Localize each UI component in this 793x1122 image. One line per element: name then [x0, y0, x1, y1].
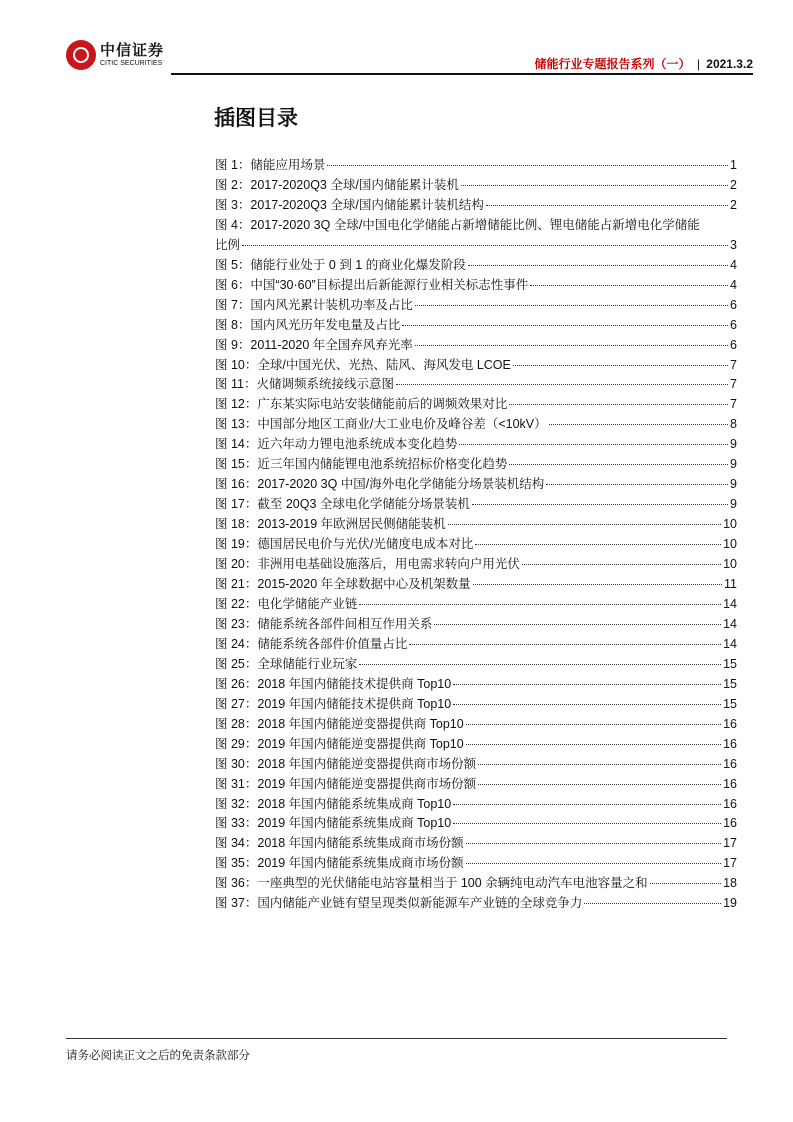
toc-label: 图 28：2018 年国内储能逆变器提供商 Top10	[215, 716, 464, 731]
toc-label: 图 35：2019 年国内储能系统集成商市场份额	[215, 856, 464, 871]
toc-page-number: 8	[730, 417, 737, 432]
toc-leader-dots	[461, 185, 728, 186]
toc-leader-dots	[453, 823, 721, 824]
toc-label: 图 29：2019 年国内储能逆变器提供商 Top10	[215, 736, 464, 751]
toc-page-number: 14	[723, 596, 737, 611]
toc-entry[interactable]	[215, 834, 737, 854]
toc-entry[interactable]	[215, 854, 737, 874]
toc-page-number: 16	[723, 816, 737, 831]
toc-page-number: 11	[724, 577, 737, 592]
toc-entry[interactable]	[215, 375, 737, 395]
toc-label: 图 14：近六年动力锂电池系统成本变化趋势	[215, 437, 458, 452]
toc-page-number: 16	[723, 776, 737, 791]
toc-page-number: 16	[723, 736, 737, 751]
toc-entry[interactable]	[215, 296, 737, 316]
toc-entry[interactable]	[215, 795, 737, 815]
toc-leader-dots	[513, 365, 728, 366]
toc-page-number: 2	[730, 177, 737, 192]
toc-page-number: 3	[730, 237, 737, 252]
citic-logo	[66, 40, 164, 70]
toc-entry[interactable]	[215, 715, 737, 735]
toc-page-number: 15	[723, 656, 737, 671]
toc-label: 图 19：德国居民电价与光伏/光储度电成本对比	[215, 537, 474, 552]
toc-entry[interactable]	[215, 575, 737, 595]
toc-page-number: 10	[723, 517, 737, 532]
toc-entry[interactable]	[215, 176, 737, 196]
toc-page-number: 16	[723, 796, 737, 811]
toc-leader-dots	[478, 764, 721, 765]
toc-label: 图 25：全球储能行业玩家	[215, 656, 358, 671]
toc-page-number: 7	[730, 357, 737, 372]
footer-disclaimer: 请务必阅读正文之后的免责条款部分	[66, 1050, 250, 1062]
logo-cn: 中信证券	[100, 42, 165, 59]
toc-leader-dots	[530, 285, 728, 286]
toc-label: 图 6：中国“30·60”目标提出后新能源行业相关标志性事件	[215, 277, 529, 292]
toc-leader-dots	[546, 484, 728, 485]
toc-leader-dots	[478, 784, 721, 785]
toc-entry[interactable]	[215, 455, 737, 475]
toc-entry[interactable]	[215, 775, 737, 795]
toc-page-number: 9	[730, 497, 737, 512]
toc-label: 图 26：2018 年国内储能技术提供商 Top10	[215, 676, 452, 691]
toc-label: 图 7：国内风光累计装机功率及占比	[215, 297, 413, 312]
toc-entry[interactable]	[215, 814, 737, 834]
toc-leader-dots	[359, 604, 721, 605]
toc-entry[interactable]	[215, 735, 737, 755]
toc-leader-dots	[459, 444, 728, 445]
toc-entry[interactable]	[215, 635, 737, 655]
toc-entry[interactable]	[215, 595, 737, 615]
toc-page-number: 19	[723, 896, 737, 911]
toc-label: 图 24：储能系统各部件价值量占比	[215, 636, 408, 651]
toc-entry[interactable]	[215, 495, 737, 515]
figure-list	[215, 156, 737, 914]
toc-page-number: 14	[723, 636, 737, 651]
toc-leader-dots	[472, 504, 728, 505]
toc-entry[interactable]	[215, 695, 737, 715]
toc-page-number: 15	[723, 676, 737, 691]
toc-label: 图 27：2019 年国内储能技术提供商 Top10	[215, 696, 452, 711]
toc-entry[interactable]	[215, 555, 737, 575]
toc-leader-dots	[327, 165, 728, 166]
toc-leader-dots	[509, 404, 728, 405]
toc-page-number: 10	[723, 537, 737, 552]
footer-rule	[66, 1038, 727, 1039]
toc-label: 图 18：2013-2019 年欧洲居民侧储能装机	[215, 517, 446, 532]
toc-leader-dots	[509, 464, 728, 465]
toc-entry[interactable]	[215, 615, 737, 635]
toc-leader-dots	[473, 584, 722, 585]
toc-label: 图 22：电化学储能产业链	[215, 596, 358, 611]
toc-label: 图 1：储能应用场景	[215, 158, 326, 172]
toc-label: 图 8：国内风光历年发电量及占比	[215, 317, 401, 332]
header-info	[534, 55, 753, 72]
toc-leader-dots	[415, 305, 728, 306]
toc-page-number: 1	[730, 158, 737, 172]
toc-leader-dots	[466, 843, 721, 844]
toc-entry[interactable]	[215, 395, 737, 415]
toc-leader-dots	[434, 624, 721, 625]
toc-leader-dots	[486, 205, 728, 206]
toc-entry[interactable]	[215, 316, 737, 336]
toc-entry[interactable]	[215, 475, 737, 495]
toc-leader-dots	[584, 903, 721, 904]
citic-logo-icon	[66, 40, 96, 70]
toc-page-number: 4	[730, 257, 737, 272]
toc-page-number: 16	[723, 716, 737, 731]
toc-page-number: 18	[723, 876, 737, 891]
toc-leader-dots	[448, 524, 721, 525]
toc-page-number: 4	[730, 277, 737, 292]
toc-label: 图 13：中国部分地区工商业/大工业电价及峰谷差（<10kV）	[215, 417, 547, 432]
toc-entry-line[interactable]	[215, 216, 737, 236]
toc-label: 图 11：火储调频系统接线示意图	[215, 377, 394, 392]
toc-entry[interactable]	[215, 515, 737, 535]
toc-page-number: 6	[730, 337, 737, 352]
toc-label: 图 31：2019 年国内储能逆变器提供商市场份额	[215, 776, 477, 791]
toc-page-number: 7	[730, 377, 737, 392]
toc-page-number: 10	[723, 557, 737, 572]
toc-entry[interactable]	[215, 156, 737, 176]
toc-label: 图 10：全球/中国光伏、光热、陆风、海风发电 LCOE	[215, 357, 511, 372]
toc-entry[interactable]	[215, 535, 737, 555]
toc-leader-dots	[466, 863, 721, 864]
toc-entry[interactable]	[215, 435, 737, 455]
toc-label: 图 21：2015-2020 年全球数据中心及机架数量	[215, 577, 471, 592]
toc-entry[interactable]	[215, 276, 737, 296]
toc-leader-dots	[409, 644, 721, 645]
toc-label: 比例	[215, 237, 241, 252]
header-separator: |	[696, 57, 700, 71]
toc-page-number: 6	[730, 297, 737, 312]
toc-label: 图 5：储能行业处于 0 到 1 的商业化爆发阶段	[215, 257, 466, 272]
header-rule	[171, 73, 753, 75]
toc-page-number: 16	[723, 756, 737, 771]
toc-label: 图 32：2018 年国内储能系统集成商 Top10	[215, 796, 452, 811]
toc-leader-dots	[466, 724, 721, 725]
toc-label: 图 9：2011-2020 年全国弃风弃光率	[215, 337, 413, 352]
toc-page-number: 9	[730, 437, 737, 452]
toc-label: 图 30：2018 年国内储能逆变器提供商市场份额	[215, 756, 477, 771]
toc-label: 图 12：广东某实际电站安装储能前后的调频效果对比	[215, 397, 508, 412]
toc-leader-dots	[466, 744, 721, 745]
toc-entry[interactable]	[215, 256, 737, 276]
page-title: 插图目录	[214, 107, 298, 130]
toc-entry[interactable]	[215, 415, 737, 435]
toc-entry[interactable]	[215, 755, 737, 775]
toc-page-number: 17	[723, 856, 737, 871]
toc-leader-dots	[396, 384, 728, 385]
toc-leader-dots	[242, 245, 728, 246]
toc-entry[interactable]	[215, 336, 737, 356]
toc-label: 图 20：非洲用电基础设施落后，用电需求转向户用光伏	[215, 557, 520, 572]
toc-label: 图 23：储能系统各部件间相互作用关系	[215, 616, 433, 631]
toc-page-number: 9	[730, 477, 737, 492]
logo-en: CITIC SECURITIES	[100, 60, 163, 67]
toc-leader-dots	[453, 704, 721, 705]
toc-entry[interactable]	[215, 894, 737, 914]
toc-entry[interactable]	[215, 655, 737, 675]
toc-entry[interactable]	[215, 356, 737, 376]
report-date: 2021.3.2	[706, 57, 753, 71]
toc-entry[interactable]	[215, 675, 737, 695]
toc-entry[interactable]	[215, 874, 737, 894]
toc-leader-dots	[453, 684, 721, 685]
toc-leader-dots	[468, 265, 728, 266]
toc-leader-dots	[522, 564, 721, 565]
toc-page-number: 2	[730, 197, 737, 212]
toc-label: 图 33：2019 年国内储能系统集成商 Top10	[215, 816, 452, 831]
toc-leader-dots	[402, 325, 728, 326]
toc-label: 图 2：2017-2020Q3 全球/国内储能累计装机	[215, 177, 459, 192]
toc-leader-dots	[650, 883, 721, 884]
toc-page-number: 17	[723, 836, 737, 851]
toc-page-number: 9	[730, 457, 737, 472]
toc-label: 图 15：近三年国内储能锂电池系统招标价格变化趋势	[215, 457, 508, 472]
toc-entry[interactable]	[215, 236, 737, 256]
toc-page-number: 14	[723, 616, 737, 631]
toc-label: 图 34：2018 年国内储能系统集成商市场份额	[215, 836, 464, 851]
report-series: 储能行业专题报告系列（一）	[534, 57, 691, 71]
toc-page-number: 15	[723, 696, 737, 711]
toc-page-number: 7	[730, 397, 737, 412]
toc-label: 图 36：一座典型的光伏储能电站容量相当于 100 余辆纯电动汽车电池容量之和	[215, 876, 648, 891]
toc-leader-dots	[359, 664, 721, 665]
toc-leader-dots	[475, 544, 721, 545]
toc-label: 图 3：2017-2020Q3 全球/国内储能累计装机结构	[215, 197, 484, 212]
toc-leader-dots	[453, 804, 721, 805]
toc-page-number: 6	[730, 317, 737, 332]
toc-label: 图 17：截至 20Q3 全球电化学储能分场景装机	[215, 497, 470, 512]
toc-label: 图 37：国内储能产业链有望呈现类似新能源车产业链的全球竞争力	[215, 896, 583, 911]
toc-label: 图 16：2017-2020 3Q 中国/海外电化学储能分场景装机结构	[215, 477, 545, 492]
toc-leader-dots	[415, 345, 728, 346]
toc-label: 图 4：2017-2020 3Q 全球/中国电化学储能占新增储能比例、锂电储能占新增电化学储能	[215, 217, 700, 232]
toc-leader-dots	[549, 424, 728, 425]
toc-entry[interactable]	[215, 196, 737, 216]
